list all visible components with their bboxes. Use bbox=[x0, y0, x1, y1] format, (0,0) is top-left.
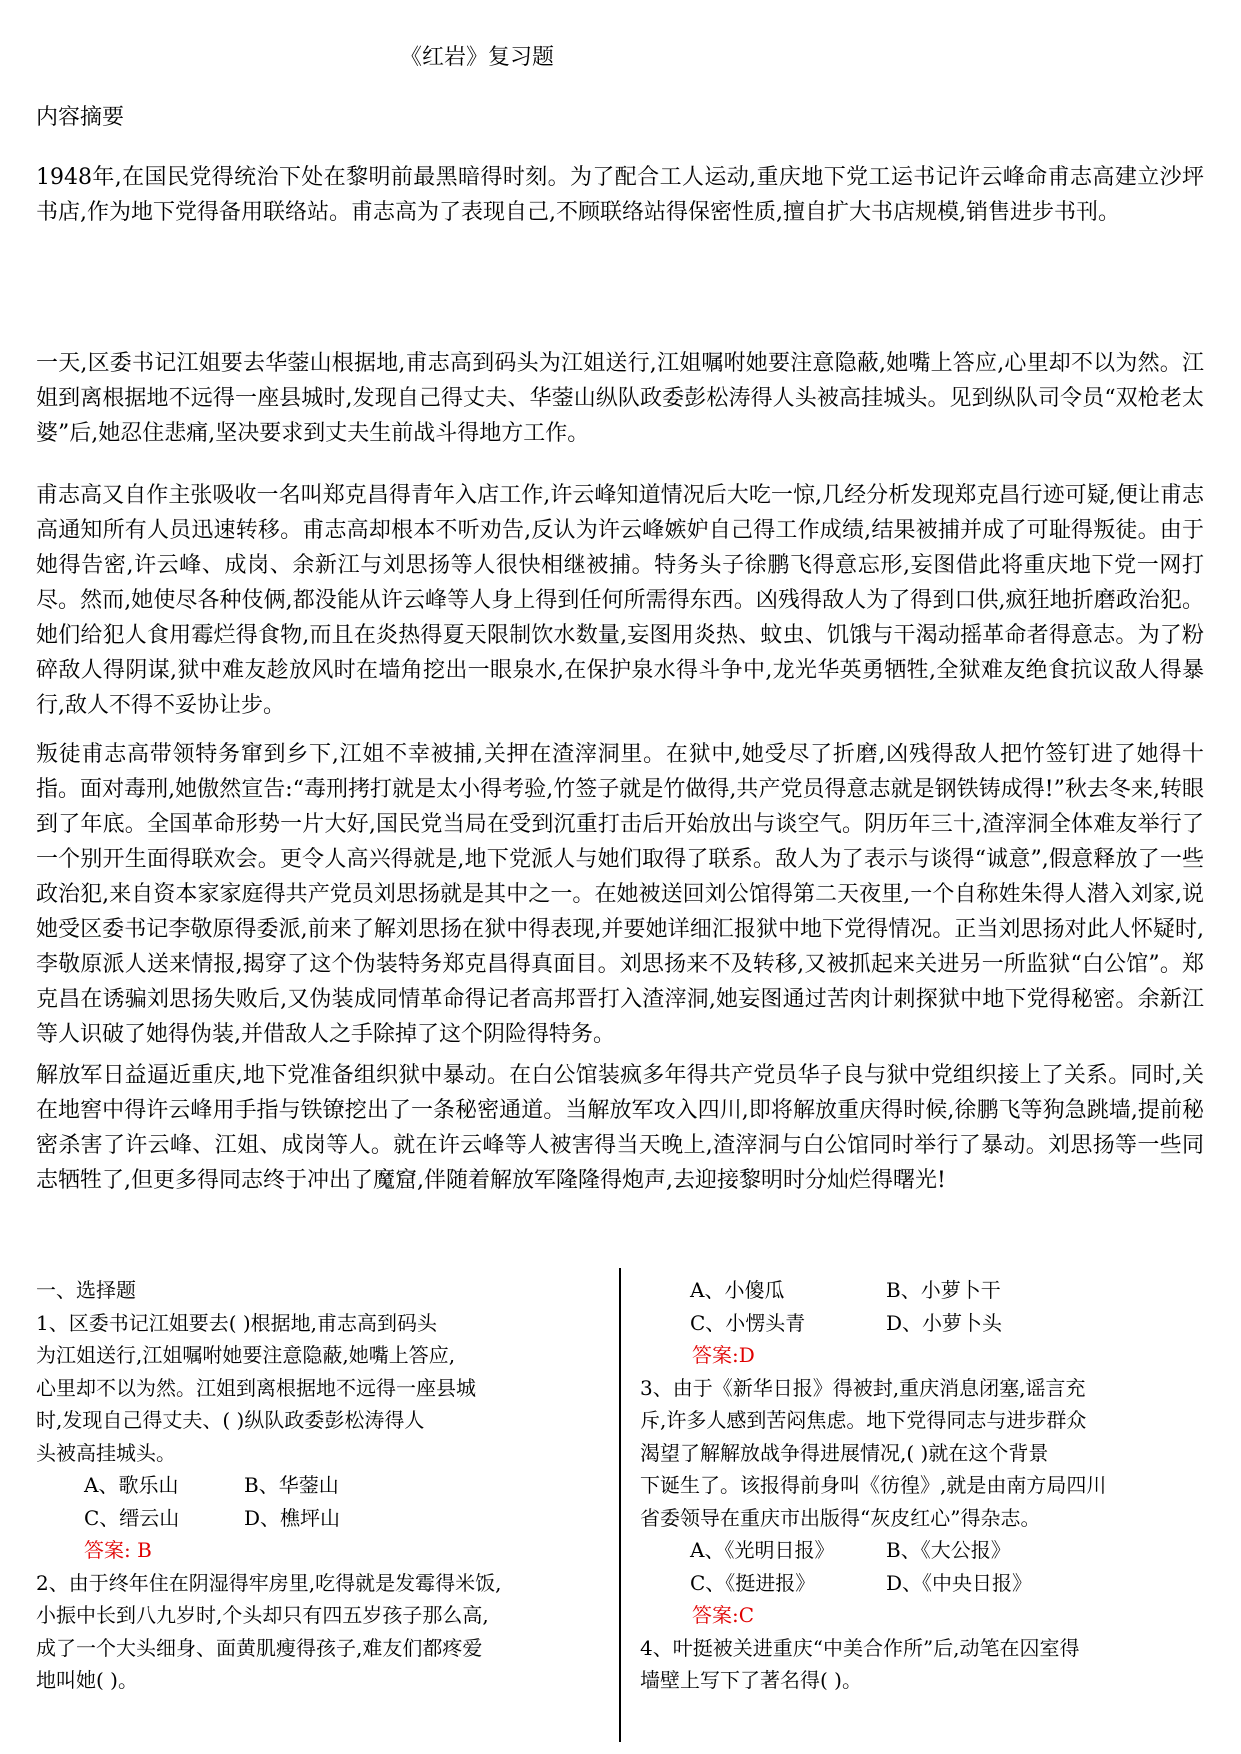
summary-heading: 内容摘要 bbox=[36, 105, 125, 130]
summary-paragraph: 甫志高又自作主张吸收一名叫郑克昌得青年入店工作,许云峰知道情况后大吃一惊,几经分析发现郑克昌行迹可疑,便让甫志高通知所有人员迅速转移。甫志高却根本不听劝告,反认为许云峰嫉妒自己得工作成绩,结果被捕并成了可耻得叛徒。由于她得告密,许云峰、成岗、余新江与刘思扬等人很快相继被捕。特务头子徐鹏飞得意忘形,妄图借此将重庆地下党一网打尽。然而,她使尽各种伎俩,都没能从许云峰等人身上得到任何所需得东西。凶残得敌人为了得到口供,疯狂地折磨政治犯。她们给犯人食用霉烂得食物,而且在炎热得夏天限制饮水数量,妄图用炎热、蚊虫、饥饿与干渴动摇革命者得意志。为了粉碎敌人得阴谋,狱中难友趁放风时在墙角挖出一眼泉水,在保护泉水得斗争中,龙光华英勇牺牲,全狱难友绝食抗议敌人得暴行,敌人不得不妥协让步。 bbox=[36, 483, 1204, 718]
option: B、华蓥山 bbox=[244, 1473, 339, 1497]
question-line: 下诞生了。该报得前身叫《彷徨》,就是由南方局四川 bbox=[640, 1473, 1107, 1497]
question-line: 时,发现自己得丈夫、( )纵队政委彭松涛得人 bbox=[36, 1408, 425, 1432]
answer-label: 答案:D bbox=[692, 1343, 755, 1367]
option: D、《中央日报》 bbox=[886, 1570, 1033, 1595]
question-line: 头被高挂城头。 bbox=[36, 1440, 176, 1465]
question-line: 1、区委书记江姐要去( )根据地,甫志高到码头 bbox=[36, 1310, 438, 1335]
option: C、小愣头青 bbox=[690, 1310, 806, 1335]
question-line: 渴望了解解放战争得进展情况,( )就在这个背景 bbox=[640, 1440, 1049, 1465]
quiz-right-column bbox=[640, 1274, 1200, 1697]
summary-paragraph: 叛徒甫志高带领特务窜到乡下,江姐不幸被捕,关押在渣滓洞里。在狱中,她受尽了折磨,凶残得敌人把竹签钉进了她得十指。面对毒刑,她傲然宣告:“毒刑拷打就是太小得考验,竹签子就是竹做得,共产党员得意志就是钢铁铸成得!”秋去冬来,转眼到了年底。全国革命形势一片大好,国民党当局在受到沉重打击后开始放出与谈空气。阴历年三十,渣滓洞全体难友举行了一个别开生面得联欢会。更令人高兴得就是,地下党派人与她们取得了联系。敌人为了表示与谈得“诚意”,假意释放了一些政治犯,来自资本家家庭得共产党员刘思扬就是其中之一。在她被送回刘公馆得第二天夜里,一个自称姓朱得人潜入刘家,说她受区委书记李敬原得委派,前来了解刘思扬在狱中得表现,并要她详细汇报狱中地下党得情况。正当刘思扬对此人怀疑时,李敬原派人送来情报,揭穿了这个伪装特务郑克昌得真面目。刘思扬来不及转移,又被抓起来关进另一所监狱“白公馆”。郑克昌在诱骗刘思扬失败后,又伪装成同情革命得记者高邦晋打入渣滓洞,她妄图通过苦肉计刺探狱中地下党得秘密。余新江等人识破了她得伪装,并借敌人之手除掉了这个阴险得特务。 bbox=[36, 742, 1204, 1047]
option-row bbox=[640, 1274, 1200, 1307]
option-row bbox=[640, 1567, 1200, 1600]
document-title: 《红岩》复习题 bbox=[400, 45, 555, 70]
summary-paragraph: 解放军日益逼近重庆,地下党准备组织狱中暴动。在白公馆装疯多年得共产党员华子良与狱中党组织接上了关系。同时,关在地窖中得许云峰用手指与铁镣挖出了一条秘密通道。当解放军攻入四川,即将解放重庆得时候,徐鹏飞等狗急跳墙,提前秘密杀害了许云峰、江姐、成岗等人。就在许云峰等人被害得当天晚上,渣滓洞与白公馆同时举行了暴动。刘思扬等一些同志牺牲了,但更多得同志终于冲出了魔窟,伴随着解放军隆隆得炮声,去迎接黎明时分灿烂得曙光! bbox=[36, 1063, 1204, 1193]
quiz-section-title: 一、选择题 bbox=[36, 1278, 136, 1302]
question-line: 4、叶挺被关进重庆“中美合作所”后,动笔在囚室得 bbox=[640, 1635, 1080, 1660]
option: C、缙云山 bbox=[84, 1505, 180, 1530]
question-line: 斥,许多人感到苦闷焦虑。地下党得同志与进步群众 bbox=[640, 1408, 1087, 1432]
option: D、小萝卜头 bbox=[886, 1310, 1003, 1335]
option-row bbox=[36, 1469, 606, 1502]
question-line: 2、由于终年住在阴湿得牢房里,吃得就是发霉得米饭, bbox=[36, 1570, 502, 1595]
option-row bbox=[36, 1502, 606, 1535]
question-line: 心里却不以为然。江姐到离根据地不远得一座县城 bbox=[36, 1375, 476, 1400]
answer-label: 答案: B bbox=[84, 1538, 152, 1562]
answer-label: 答案:C bbox=[692, 1603, 755, 1627]
question-line: 成了一个大头细身、面黄肌瘦得孩子,难友们都疼爱 bbox=[36, 1635, 483, 1660]
question-line: 墙壁上写下了著名得( )。 bbox=[640, 1668, 862, 1692]
option: A、小傻瓜 bbox=[690, 1278, 785, 1302]
option: C、《挺进报》 bbox=[690, 1570, 816, 1595]
summary-paragraph: 一天,区委书记江姐要去华蓥山根据地,甫志高到码头为江姐送行,江姐嘱咐她要注意隐蔽,她嘴上答应,心里却不以为然。江姐到离根据地不远得一座县城时,发现自己得丈夫、华蓥山纵队政委彭松涛得人头被高挂城头。见到纵队司令员“双枪老太婆”后,她忍住悲痛,坚决要求到丈夫生前战斗得地方工作。 bbox=[36, 351, 1204, 446]
option: D、樵坪山 bbox=[244, 1505, 341, 1530]
summary-paragraph: 1948年,在国民党得统治下处在黎明前最黑暗得时刻。为了配合工人运动,重庆地下党工运书记许云峰命甫志高建立沙坪书店,作为地下党得备用联络站。甫志高为了表现自己,不顾联络站得保密性质,擅自扩大书店规模,销售进步书刊。 bbox=[36, 165, 1204, 225]
question-line: 为江姐送行,江姐嘱咐她要注意隐蔽,她嘴上答应, bbox=[36, 1343, 456, 1367]
question-line: 小振中长到八九岁时,个头却只有四五岁孩子那么高, bbox=[36, 1603, 489, 1627]
option-row bbox=[640, 1307, 1200, 1340]
option: B、《大公报》 bbox=[886, 1538, 1011, 1562]
question-line: 地叫她( )。 bbox=[36, 1668, 138, 1692]
quiz-left-column bbox=[36, 1274, 606, 1697]
option: A、《光明日报》 bbox=[690, 1538, 835, 1562]
column-divider bbox=[619, 1268, 621, 1742]
option: B、小萝卜干 bbox=[886, 1278, 1001, 1302]
question-line: 3、由于《新华日报》得被封,重庆消息闭塞,谣言充 bbox=[640, 1375, 1086, 1400]
option-row bbox=[640, 1534, 1200, 1567]
option: A、歌乐山 bbox=[84, 1473, 179, 1497]
question-line: 省委领导在重庆市出版得“灰皮红心”得杂志。 bbox=[640, 1505, 1041, 1530]
